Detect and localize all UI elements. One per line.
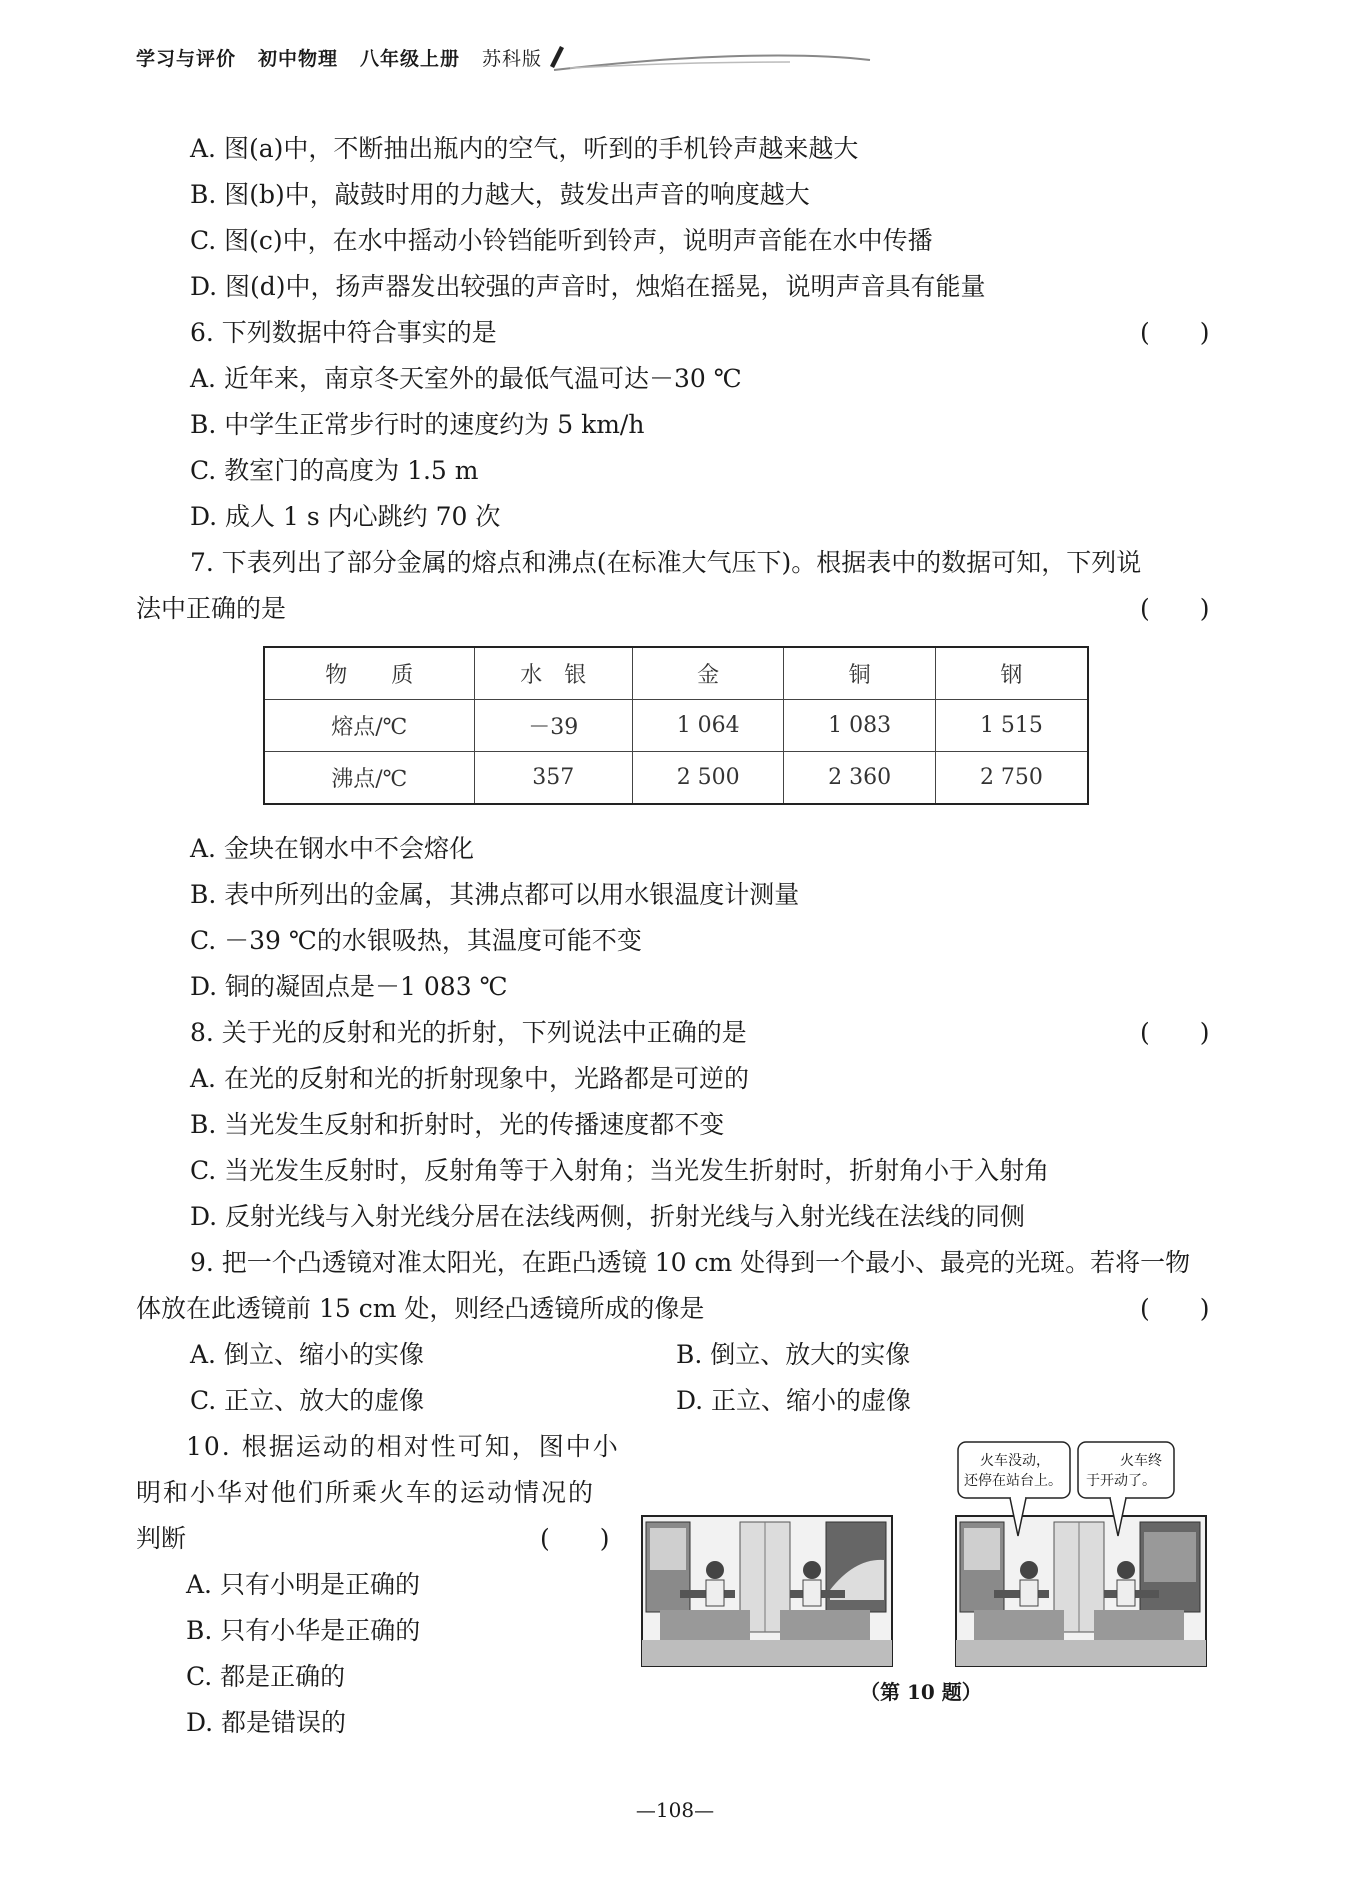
q7-option-c: C. －39 ℃的水银吸热，其温度可能不变 xyxy=(190,926,642,955)
pen-swoosh-icon xyxy=(540,38,880,78)
table-header-cell: 铜 xyxy=(784,647,935,700)
table-row xyxy=(264,752,1088,805)
q10-stem-line1: 10. 根据运动的相对性可知，图中小 xyxy=(186,1432,620,1461)
q10-option-a: A. 只有小明是正确的 xyxy=(186,1570,420,1599)
train-illustration xyxy=(640,1440,1210,1670)
q6-option-c: C. 教室门的高度为 1.5 m xyxy=(190,456,479,485)
table-cell: －39 xyxy=(474,700,632,752)
q9-stem-line1: 9. 把一个凸透镜对准太阳光，在距凸透镜 10 cm 处得到一个最小、最亮的光斑。若将一物 xyxy=(190,1248,1191,1277)
q5-option-d: D. 图(d)中，扬声器发出较强的声音时，烛焰在摇晃，说明声音具有能量 xyxy=(190,272,986,301)
q8-option-c: C. 当光发生反射时，反射角等于入射角；当光发生折射时，折射角小于入射角 xyxy=(190,1156,1050,1185)
table-cell: 2 750 xyxy=(935,752,1088,805)
running-header xyxy=(136,44,564,71)
q10-answer-paren: ( ) xyxy=(540,1524,610,1553)
q10-option-d: D. 都是错误的 xyxy=(186,1708,347,1737)
q5-option-b: B. 图(b)中，敲鼓时用的力越大，鼓发出声音的响度越大 xyxy=(190,180,810,209)
table-header-cell: 金 xyxy=(632,647,783,700)
header-grade: 八年级上册 xyxy=(360,48,461,70)
q5-option-a: A. 图(a)中，不断抽出瓶内的空气，听到的手机铃声越来越大 xyxy=(190,134,859,163)
table-cell: 熔点/℃ xyxy=(264,700,474,752)
q7-answer-paren: ( ) xyxy=(1140,594,1210,623)
q9-stem-line2: 体放在此透镜前 15 cm 处，则经凸透镜所成的像是 xyxy=(136,1294,705,1323)
figure-caption: （第 10 题） xyxy=(860,1680,982,1704)
q9-option-a: A. 倒立、缩小的实像 xyxy=(190,1340,424,1369)
q7-option-a: A. 金块在钢水中不会熔化 xyxy=(190,834,474,863)
table-header-cell: 钢 xyxy=(935,647,1088,700)
header-edition: 苏科版 xyxy=(482,48,543,70)
table-header-cell: 物 质 xyxy=(264,647,474,700)
table-cell: 沸点/℃ xyxy=(264,752,474,805)
q9-option-d: D. 正立、缩小的虚像 xyxy=(676,1386,912,1415)
q7-option-d: D. 铜的凝固点是－1 083 ℃ xyxy=(190,972,508,1001)
q10-stem-line2: 明和小华对他们所乘火车的运动情况的 xyxy=(136,1478,596,1507)
metal-properties-table xyxy=(263,646,1089,805)
train-panel-right xyxy=(956,1516,1206,1666)
q7-stem-line2: 法中正确的是 xyxy=(136,594,287,623)
q9-answer-paren: ( ) xyxy=(1140,1294,1210,1323)
q8-stem: 8. 关于光的反射和光的折射，下列说法中正确的是 xyxy=(190,1018,747,1047)
q8-answer-paren: ( ) xyxy=(1140,1018,1210,1047)
q6-option-a: A. 近年来，南京冬天室外的最低气温可达－30 ℃ xyxy=(190,364,742,393)
table-cell: 1 083 xyxy=(784,700,935,752)
table-cell: 357 xyxy=(474,752,632,805)
q9-option-c: C. 正立、放大的虚像 xyxy=(190,1386,425,1415)
bubble2-line1: 火车终 xyxy=(1120,1453,1162,1469)
table-cell: 1 515 xyxy=(935,700,1088,752)
bubble2-line2: 于开动了。 xyxy=(1086,1473,1156,1489)
table-header-row xyxy=(264,647,1088,700)
q8-option-d: D. 反射光线与入射光线分居在法线两侧，折射光线与入射光线在法线的同侧 xyxy=(190,1202,1026,1231)
q7-option-b: B. 表中所列出的金属，其沸点都可以用水银温度计测量 xyxy=(190,880,800,909)
q6-answer-paren: ( ) xyxy=(1140,318,1210,347)
bubble1-line1: 火车没动， xyxy=(980,1453,1050,1469)
table-row xyxy=(264,700,1088,752)
q9-option-b: B. 倒立、放大的实像 xyxy=(676,1340,911,1369)
header-subject: 初中物理 xyxy=(258,48,339,70)
table-header-cell: 水 银 xyxy=(474,647,632,700)
q7-stem-line1: 7. 下表列出了部分金属的熔点和沸点(在标准大气压下)。根据表中的数据可知，下列说 xyxy=(190,548,1142,577)
train-panel-left xyxy=(642,1516,892,1666)
table-cell: 2 500 xyxy=(632,752,783,805)
table-cell: 2 360 xyxy=(784,752,935,805)
q6-option-d: D. 成人 1 s 内心跳约 70 次 xyxy=(190,502,501,531)
q5-option-c: C. 图(c)中，在水中摇动小铃铛能听到铃声，说明声音能在水中传播 xyxy=(190,226,933,255)
q6-stem: 6. 下列数据中符合事实的是 xyxy=(190,318,497,347)
table-cell: 1 064 xyxy=(632,700,783,752)
q10-stem-line3: 判断 xyxy=(136,1524,187,1553)
bubble1-line2: 还停在站台上。 xyxy=(964,1473,1062,1489)
q8-option-b: B. 当光发生反射和折射时，光的传播速度都不变 xyxy=(190,1110,725,1139)
q10-option-c: C. 都是正确的 xyxy=(186,1662,346,1691)
header-series: 学习与评价 xyxy=(136,48,237,70)
q8-option-a: A. 在光的反射和光的折射现象中，光路都是可逆的 xyxy=(190,1064,749,1093)
q6-option-b: B. 中学生正常步行时的速度约为 5 km/h xyxy=(190,410,645,439)
q10-option-b: B. 只有小华是正确的 xyxy=(186,1616,421,1645)
page-number: —108— xyxy=(635,1798,715,1822)
